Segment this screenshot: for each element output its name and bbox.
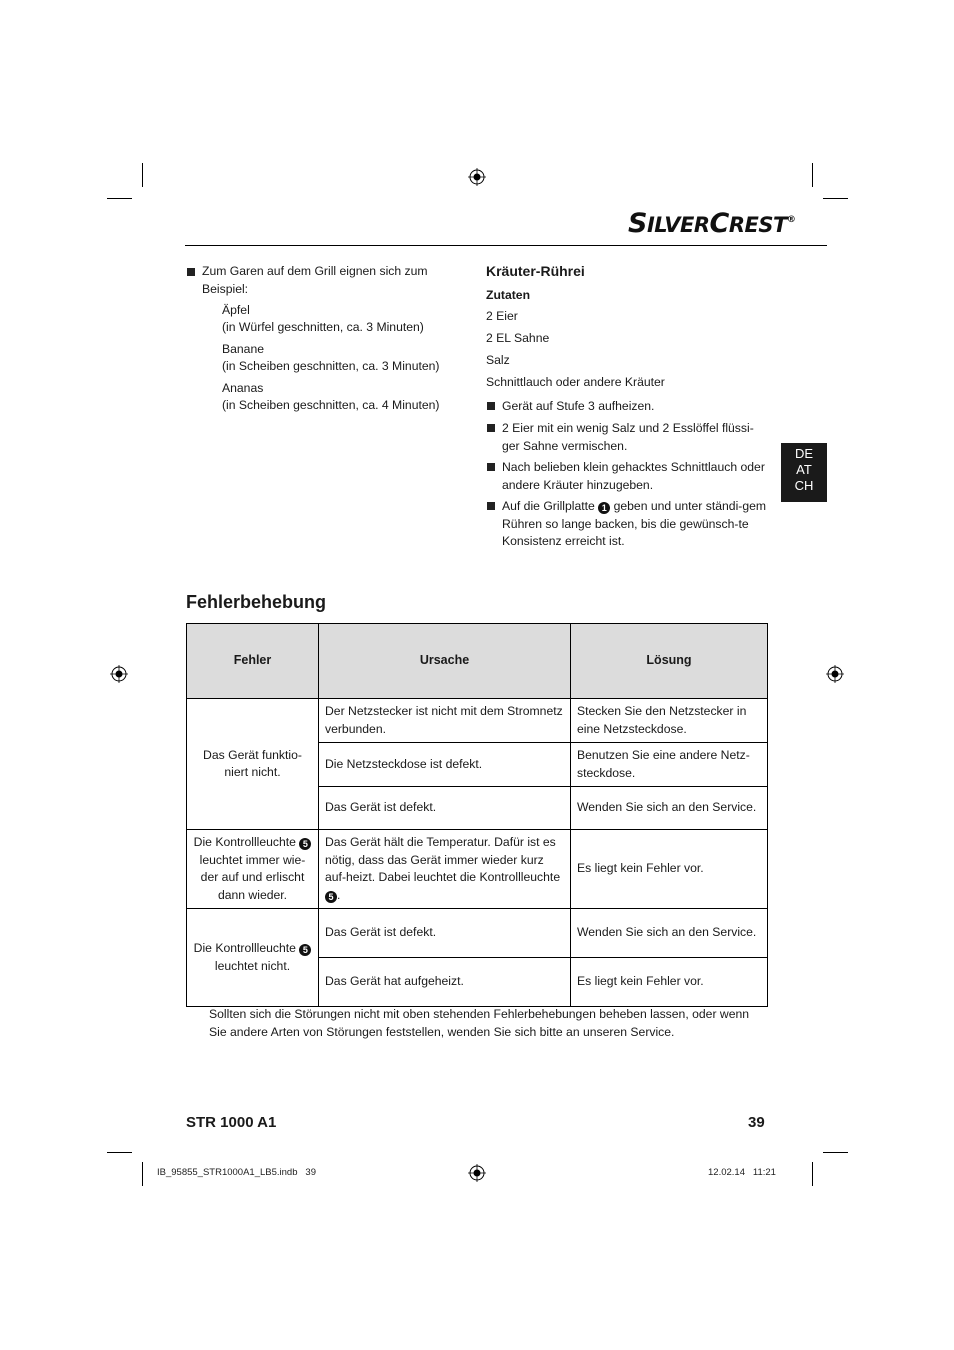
lang-code: DE [794,446,814,461]
recipe-step: Auf die Grillplatte 1 geben und unter ständi-gem Rühren so lange backen, bis die gewünsch-te Konsistenz erreicht ist. [502,499,767,548]
bullet-icon [487,502,495,510]
crop-mark [107,198,132,199]
part-number-badge: 5 [299,944,311,956]
registration-mark-icon [468,168,486,186]
grill-intro: Zum Garen auf dem Grill eignen sich zum Beispiel: [202,264,428,296]
bullet-icon [487,424,495,432]
loesung-cell: Es liegt kein Fehler vor. [571,958,768,1007]
loesung-cell: Es liegt kein Fehler vor. [571,830,768,909]
ursache-cell: Das Gerät ist defekt. [319,909,571,958]
part-number-badge: 1 [598,502,610,514]
header-fehler: Fehler [187,624,319,699]
ursache-cell: Das Gerät hat aufgeheizt. [319,958,571,1007]
page-number: 39 [748,1114,765,1131]
example-detail: (in Würfel geschnitten, ca. 3 Minuten) [222,320,424,334]
crop-mark [107,1152,132,1153]
crop-mark [812,163,813,187]
crop-mark [823,1152,848,1153]
example-name: Banane [222,342,265,356]
header-loesung: Lösung [571,624,768,699]
recipe-step: 2 Eier mit ein wenig Salz und 2 Esslöffel flüssi-ger Sahne vermischen. [502,421,754,453]
section-title: Fehlerbehebung [186,592,327,612]
bullet-icon [487,463,495,471]
loesung-cell: Benutzen Sie eine andere Netz-steckdose. [571,743,768,787]
crop-mark [823,198,848,199]
loesung-cell: Stecken Sie den Netzstecker in eine Netzsteckdose. [571,699,768,743]
header-rule [185,245,827,246]
example-detail: (in Scheiben geschnitten, ca. 3 Minuten) [222,359,440,373]
table-header-row [187,624,768,699]
registration-mark-icon [826,665,844,683]
table-row [187,909,768,958]
language-tab [781,443,827,502]
ursache-cell: Die Netzsteckdose ist defekt. [319,743,571,787]
lang-code: CH [794,478,814,493]
recipe-step: Nach belieben klein gehacktes Schnittlauch oder andere Kräuter hinzugeben. [502,460,765,492]
bullet-icon [487,402,495,410]
print-date-info: 12.02.14 11:21 [708,1167,776,1178]
ingredient: 2 EL Sahne [486,331,550,345]
crop-mark [142,163,143,187]
ursache-cell: Das Gerät hält die Temperatur. Dafür ist es nötig, dass das Gerät immer wieder kurz auf-heizt. Dabei leuchtet die Kontrollleuchte 5 . [319,830,571,909]
lang-code: AT [796,462,812,477]
loesung-cell: Wenden Sie sich an den Service. [571,787,768,830]
table-row [187,830,768,909]
recipe-title: Kräuter-Rührei [486,263,585,279]
fehler-cell: Die Kontrollleuchte 5 leuchtet nicht. [187,909,319,1007]
part-number-badge: 5 [325,891,337,903]
registration-mark-icon [110,665,128,683]
registration-mark-icon [468,1164,486,1182]
header-ursache: Ursache [319,624,571,699]
ingredient: 2 Eier [486,309,518,323]
example-name: Ananas [222,381,264,395]
loesung-cell: Wenden Sie sich an den Service. [571,909,768,958]
service-note: Sollten sich die Störungen nicht mit oben stehenden Fehlerbehebungen beheben lassen, oder wenn Sie andere Arten von Störungen feststellen, wenden Sie sich bitte an unseren Service. [209,1007,750,1039]
table-row [187,699,768,743]
troubleshooting-table [186,623,768,1007]
silvercrest-logo: SILVERCREST® [628,208,796,239]
crop-mark [142,1162,143,1186]
ursache-cell: Das Gerät ist defekt. [319,787,571,830]
model-number: STR 1000 A1 [186,1114,277,1131]
bullet-icon [187,268,195,276]
fehler-cell: Das Gerät funktio-niert nicht. [187,699,319,830]
ingredients-label: Zutaten [486,288,531,302]
ingredient: Salz [486,353,510,367]
example-detail: (in Scheiben geschnitten, ca. 4 Minuten) [222,398,440,412]
part-number-badge: 5 [299,838,311,850]
example-name: Äpfel [222,303,250,317]
print-file-info: IB_95855_STR1000A1_LB5.indb 39 [157,1167,316,1178]
recipe-step: Gerät auf Stufe 3 aufheizen. [502,399,655,413]
crop-mark [812,1162,813,1186]
ursache-cell: Der Netzstecker ist nicht mit dem Stromnetz verbunden. [319,699,571,743]
fehler-cell: Die Kontrollleuchte 5 leuchtet immer wie-der auf und erlischt dann wieder. [187,830,319,909]
ingredient: Schnittlauch oder andere Kräuter [486,375,665,389]
